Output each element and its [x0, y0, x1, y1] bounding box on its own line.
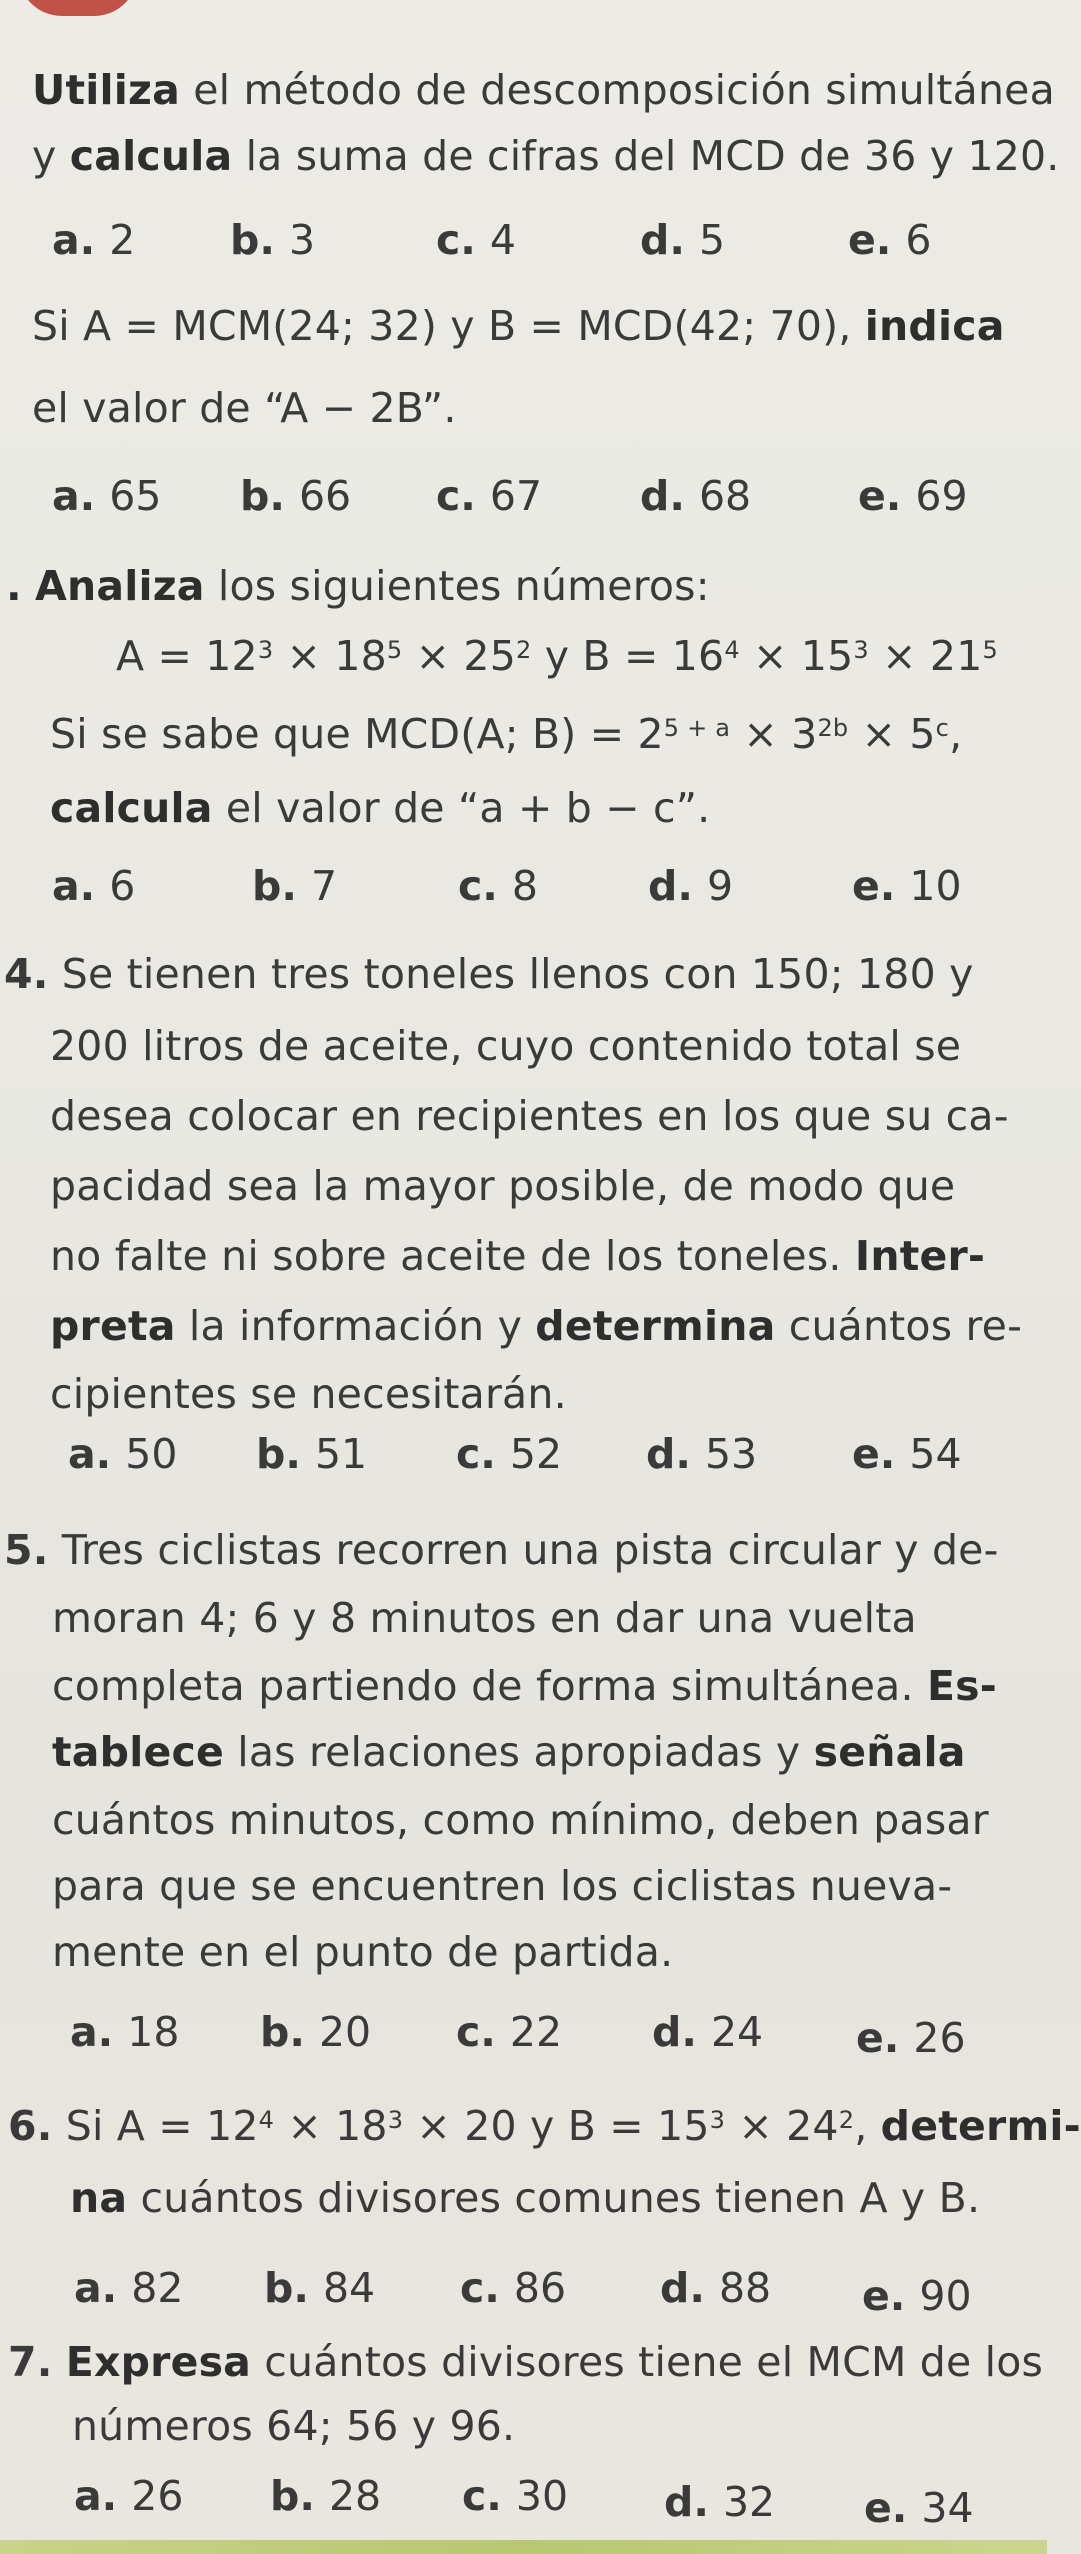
option-b[interactable]: b. 51 — [256, 1430, 368, 1478]
problem-4-line-4: pacidad sea la mayor posible, de modo que — [50, 1162, 956, 1210]
option-a[interactable]: a. 65 — [52, 472, 162, 520]
problem-7-line-2: números 64; 56 y 96. — [72, 2402, 516, 2450]
option-d[interactable]: d. 9 — [648, 862, 734, 910]
option-e[interactable]: e. 54 — [852, 1430, 962, 1478]
problem-6-line-2: na cuántos divisores comunes tienen A y B. — [70, 2174, 981, 2222]
problem-4-line-2: 200 litros de aceite, cuyo contenido total se — [50, 1022, 962, 1070]
problem-5-line-5: cuántos minutos, como mínimo, deben pasar — [52, 1796, 989, 1844]
option-b[interactable]: b. 7 — [252, 862, 338, 910]
problem-3-given: Si se sabe que MCD(A; $B) = 2^{5 + a} \times 3^{2b} \times 5^c$, — [50, 710, 963, 758]
problem-4-line-7: cipientes se necesitarán. — [50, 1370, 567, 1418]
problem-6-line-1: 6. Si $A = 12^4 \times 18^3 \times 20$ y $B = 15^3 \times 24^2$, determi- — [8, 2102, 1081, 2150]
option-e[interactable]: e. 69 — [858, 472, 968, 520]
problem-7-line-1: 7. Expresa cuántos divisores tiene el MCM de los — [8, 2338, 1044, 2386]
problem-3-calc: calcula el valor de “a + b − c”. — [50, 784, 711, 832]
problem-5-line-1: 5. Tres ciclistas recorren una pista circular y de- — [4, 1526, 999, 1574]
option-e[interactable]: e. 90 — [862, 2272, 972, 2320]
option-c[interactable]: c. 22 — [456, 2008, 563, 2056]
option-a[interactable]: a. 2 — [52, 216, 136, 264]
problem-3-formula: $A = 12^3 \times 18^5 \times 25^2$ y $B = 16^4 \times 15^3 \times 21^5$ — [116, 632, 998, 680]
problem-5-line-4: tablece las relaciones apropiadas y señala — [52, 1728, 966, 1776]
problem-2-line-2: el valor de “A − 2B”. — [32, 384, 457, 432]
option-b[interactable]: b. 20 — [260, 2008, 372, 2056]
problem-5-line-3: completa partiendo de forma simultánea. Es- — [52, 1662, 997, 1710]
option-a[interactable]: a. 6 — [52, 862, 136, 910]
option-d[interactable]: d. 88 — [660, 2264, 772, 2312]
option-c[interactable]: c. 8 — [458, 862, 538, 910]
option-e[interactable]: e. 26 — [856, 2014, 966, 2062]
option-a[interactable]: a. 26 — [74, 2472, 184, 2520]
problem-5-line-2: moran 4; 6 y 8 minutos en dar una vuelta — [52, 1594, 917, 1642]
problem-4-line-5: no falte ni sobre aceite de los toneles. Inter- — [50, 1232, 986, 1280]
option-c[interactable]: c. 30 — [462, 2472, 569, 2520]
option-c[interactable]: c. 86 — [460, 2264, 567, 2312]
option-b[interactable]: b. 84 — [264, 2264, 376, 2312]
option-d[interactable]: d. 53 — [646, 1430, 758, 1478]
option-d[interactable]: d. 5 — [640, 216, 726, 264]
problem-2-line-1: Si A = MCM(24; 32) y B = MCD(42; 70), indica — [32, 302, 1005, 350]
problem-3-intro: . Analiza los siguientes números: — [6, 562, 710, 610]
option-e[interactable]: e. 34 — [864, 2484, 974, 2532]
option-c[interactable]: c. 67 — [436, 472, 543, 520]
option-b[interactable]: b. 3 — [230, 216, 316, 264]
option-a[interactable]: a. 50 — [68, 1430, 178, 1478]
problem-4-line-3: desea colocar en recipientes en los que su ca- — [50, 1092, 1009, 1140]
option-a[interactable]: a. 82 — [74, 2264, 184, 2312]
option-b[interactable]: b. 28 — [270, 2472, 382, 2520]
problem-1-line-1: Utiliza el método de descomposición simultánea — [32, 66, 1055, 114]
option-c[interactable]: c. 4 — [436, 216, 516, 264]
problem-5-line-6: para que se encuentren los ciclistas nueva- — [52, 1862, 953, 1910]
problem-5-line-7: mente en el punto de partida. — [52, 1928, 674, 1976]
option-d[interactable]: d. 68 — [640, 472, 752, 520]
option-c[interactable]: c. 52 — [456, 1430, 563, 1478]
bottom-color-strip — [0, 2540, 1047, 2554]
option-e[interactable]: e. 10 — [852, 862, 962, 910]
option-b[interactable]: b. 66 — [240, 472, 352, 520]
problem-1-line-2: y calcula la suma de cifras del MCD de 36 y 120. — [32, 132, 1060, 180]
option-a[interactable]: a. 18 — [70, 2008, 180, 2056]
red-corner-mark — [18, 0, 138, 16]
option-d[interactable]: d. 32 — [664, 2478, 776, 2526]
option-d[interactable]: d. 24 — [652, 2008, 764, 2056]
problem-4-line-6: preta la información y determina cuántos re- — [50, 1302, 1023, 1350]
option-e[interactable]: e. 6 — [848, 216, 932, 264]
problem-4-line-1: 4. Se tienen tres toneles llenos con 150; 180 y — [4, 950, 974, 998]
